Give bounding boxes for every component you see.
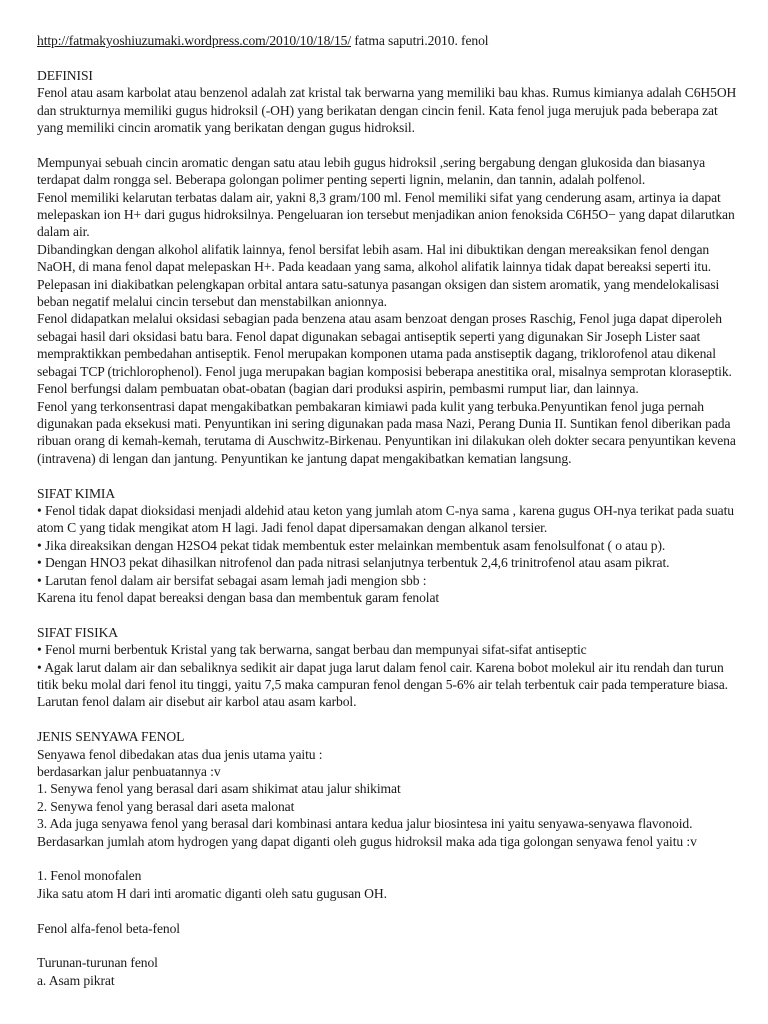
spacer: [37, 467, 738, 484]
definisi-paragraph-4: Dibandingkan dengan alkohol alifatik lainnya, fenol bersifat lebih asam. Hal ini dibuktikan dengan mereaksikan fenol dengan NaOH, di mana fenol dapat melepaskan H+. Pada keadaan yang sama, alkohol alifatik lainnya tidak dapat bereaksi seperti itu. Pelepasan ini diakibatkan pelengkapan orbital antara satu-satunya pasangan oksigen dan sistem aromatik, yang mendelokalisasi beban negatif melalui cincin tersebut dan menstabilkan anionnya.: [37, 241, 720, 310]
sifat-kimia-item: • Larutan fenol dalam air bersifat sebagai asam lemah jadi mengion sbb :: [37, 572, 427, 588]
jenis-line: berdasarkan jalur penbuatannya :v: [37, 763, 221, 779]
heading-jenis-senyawa: JENIS SENYAWA FENOL: [37, 729, 185, 745]
definisi-paragraph-3: Fenol memiliki kelarutan terbatas dalam air, yakni 8,3 gram/100 ml. Fenol memiliki sifat yang cenderung asam, artinya ia dapat melepaskan ion H+ dari gugus hidroksilnya. Pengeluaran ion tersebut menjadikan anion fenoksida C6H5O− yang dapat dilarutkan dalam air.: [37, 189, 735, 240]
sifat-kimia-closing: Karena itu fenol dapat bereaksi dengan basa dan membentuk garam fenolat: [37, 589, 440, 605]
sifat-fisika-item: • Fenol murni berbentuk Kristal yang tak berwarna, sangat berbau dan mempunyai sifat-sifat antiseptic: [37, 642, 587, 658]
sifat-kimia-item: • Jika direaksikan dengan H2SO4 pekat tidak membentuk ester melainkan membentuk asam fenolsulfonat ( o atau p).: [37, 537, 666, 553]
definisi-paragraph-1: Fenol atau asam karbolat atau benzenol adalah zat kristal tak berwarna yang memiliki bau khas. Rumus kimianya adalah C6H5OH dan strukturnya memiliki gugus hidroksil (-OH) yang berikatan dengan cincin fenil. Kata fenol juga merujuk pada beberapa zat yang memiliki cincin aromatik yang berikatan dengan gugus hidroksil.: [37, 85, 737, 136]
heading-sifat-kimia: SIFAT KIMIA: [37, 485, 116, 501]
spacer: [37, 937, 738, 954]
spacer: [37, 850, 738, 867]
definisi-paragraph-2: Mempunyai sebuah cincin aromatic dengan satu atau lebih gugus hidroksil ,sering bergabung dengan glukosida dan biasanya terdapat dalm rongga sel. Beberapa golongan polimer penting seperti lignin, melanin, dan tannin, adalah polfenol.: [37, 154, 706, 188]
definisi-paragraph-6: Fenol berfungsi dalam pembuatan obat-obatan (bagian dari produksi aspirin, pembasmi rumput liar, dan lainnya.: [37, 381, 639, 397]
heading-sifat-fisika: SIFAT FISIKA: [37, 624, 119, 640]
jenis-line: 1. Senywa fenol yang berasal dari asam shikimat atau jalur shikimat: [37, 781, 401, 797]
turunan-item-a: a. Asam pikrat: [37, 972, 115, 988]
sifat-kimia-item: • Fenol tidak dapat dioksidasi menjadi aldehid atau keton yang jumlah atom C-nya sama , karena gugus OH-nya terikat pada suatu atom C yang tidak mengikat atom H lagi. Jadi fenol dapat dipersamakan dengan alkanol tersier.: [37, 502, 734, 536]
source-citation: fatma saputri.2010. fenol: [351, 33, 489, 48]
spacer: [37, 606, 738, 623]
spacer: [37, 136, 738, 153]
monofalen-desc: Jika satu atom H dari inti aromatic diganti oleh satu gugusan OH.: [37, 885, 387, 901]
spacer: [37, 711, 738, 728]
fenol-examples: Fenol alfa-fenol beta-fenol: [37, 920, 180, 936]
jenis-line: 3. Ada juga senyawa fenol yang berasal dari kombinasi antara kedua jalur biosintesa ini yaitu senyawa-senyawa flavonoid.: [37, 816, 693, 832]
definisi-paragraph-7: Fenol yang terkonsentrasi dapat mengakibatkan pembakaran kimiawi pada kulit yang terbuka.Penyuntikan fenol juga pernah digunakan pada eksekusi mati. Penyuntikan ini sering digunakan pada masa Nazi, Perang Dunia II. Suntikan fenol diberikan pada ribuan orang di kemah-kemah, terutama di Auschwitz-Birkenau. Penyuntikan ini dilakukan oleh dokter secara penyuntikan kevena (intravena) di lengan dan jantung. Penyuntikan ke jantung dapat mengakibatkan kematian langsung.: [37, 398, 736, 466]
spacer: [37, 49, 738, 66]
source-link[interactable]: http://fatmakyoshiuzumaki.wordpress.com/2010/10/18/15/: [37, 33, 352, 48]
jenis-line: Senyawa fenol dibedakan atas dua jenis utama yaitu :: [37, 746, 323, 762]
spacer: [37, 902, 738, 919]
jenis-line: 2. Senywa fenol yang berasal dari aseta malonat: [37, 798, 295, 814]
definisi-paragraph-5: Fenol didapatkan melalui oksidasi sebagian pada benzena atau asam benzoat dengan proses Raschig, Fenol juga dapat diperoleh sebagai hasil dari oksidasi batu bara. Fenol dapat digunakan sebagai antiseptik seperti yang digunakan Sir Joseph Lister saat mempraktikkan pembedahan antiseptik. Fenol merupakan komponen utama pada anstiseptik dagang, triklorofenol atau dikenal sebagai TCP (trichlorophenol). Fenol juga merupakan bagian komposisi beberapa anestitika oral, misalnya semprotan kloraseptik.: [37, 311, 732, 379]
heading-definisi: DEFINISI: [37, 67, 93, 83]
sifat-fisika-item: • Agak larut dalam air dan sebaliknya sedikit air dapat juga larut dalam fenol cair. Karena bobot molekul air itu rendah dan turun titik beku molal dari fenol itu tinggi, yaitu 7,5 maka campuran fenol dengan 5-6% air telah terbentuk cair pada temperature biasa. Larutan fenol dalam air disebut air karbol atau asam karbol.: [37, 659, 728, 710]
sifat-kimia-item: • Dengan HNO3 pekat dihasilkan nitrofenol dan pada nitrasi selanjutnya terbentuk 2,4,6 trinitrofenol atau asam pikrat.: [37, 555, 670, 571]
source-line: [37, 32, 738, 49]
turunan-title: Turunan-turunan fenol: [37, 955, 158, 971]
monofalen-title: 1. Fenol monofalen: [37, 868, 142, 884]
jenis-line: Berdasarkan jumlah atom hydrogen yang dapat diganti oleh gugus hidroksil maka ada tiga golongan senyawa fenol yaitu :v: [37, 833, 697, 849]
